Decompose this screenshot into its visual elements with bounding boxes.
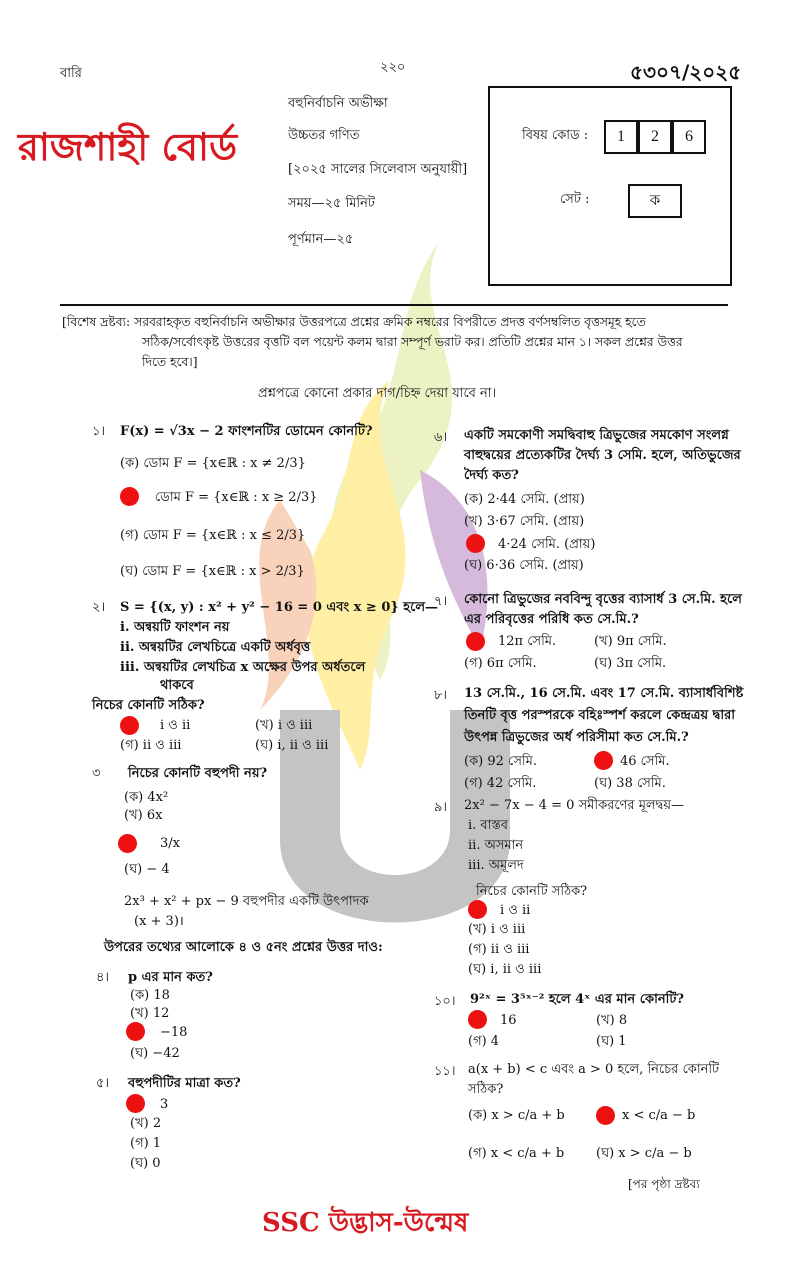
q9-option-a: i ও ii — [500, 903, 531, 918]
q8-option-b: 46 সেমি. — [620, 754, 670, 769]
q6-text-1: একটি সমকোণী সমদ্বিবাহু ত্রিভুজের সমকোণ সংলগ্ন — [464, 428, 729, 443]
q2-statement-iii-cont: থাকবে — [160, 678, 194, 693]
q9-number: ৯। — [434, 800, 448, 815]
header-left-code: বারি — [60, 66, 82, 81]
q10-number: ১০। — [434, 994, 456, 1009]
brand-footer: SSC উদ্ভাস-উন্মেষ — [262, 1208, 469, 1238]
passage-line-2: (x + 3)। — [134, 914, 184, 929]
q7-option-d: (ঘ) 3π সেমি. — [594, 656, 667, 671]
q6-text-3: দৈর্ঘ্য কত? — [464, 468, 519, 483]
q2-number: ২। — [92, 600, 106, 615]
page-number: ২২০ — [380, 60, 406, 75]
q7-text-2: এর পরিবৃত্তের পরিধি কত সে.মি.? — [464, 612, 639, 627]
passage-ask: উপরের তথ্যের আলোকে ৪ ও ৫নং প্রশ্নের উত্তর দাও: — [104, 940, 383, 955]
q7-option-a: 12π সেমি. — [498, 634, 557, 649]
q10-option-a: 16 — [500, 1013, 517, 1028]
q3-option-b: (খ) 6x — [124, 808, 163, 823]
q4-option-b: (খ) 12 — [130, 1006, 170, 1021]
q4-option-a: (ক) 18 — [130, 988, 170, 1003]
q8-option-c: (গ) 42 সেমি. — [464, 776, 537, 791]
q6-option-b: (খ) 3·67 সেমি. (প্রায়) — [464, 514, 585, 529]
q5-option-a: 3 — [160, 1097, 169, 1112]
q2-text: S = {(x, y) : x² + y² − 16 = 0 এবং x ≥ 0} হলে— — [120, 600, 438, 615]
header-divider — [60, 304, 728, 306]
q1-option-a: (ক) ডোম F = {x∈ℝ : x ≠ 2/3} — [120, 456, 306, 471]
paper-code: ৫৩০৭/২০২৫ — [630, 60, 742, 84]
answer-dot — [468, 900, 487, 919]
answer-dot — [466, 534, 485, 553]
answer-dot — [126, 1094, 145, 1113]
q6-number: ৬। — [434, 430, 448, 445]
q6-option-a: (ক) 2·44 সেমি. (প্রায়) — [464, 492, 585, 507]
subject-code-digit-1: 1 — [604, 120, 638, 154]
q9-text: 2x² − 7x − 4 = 0 সমীকরণের মূলদ্বয়— — [464, 798, 684, 813]
subject-code-digit-3: 6 — [672, 120, 706, 154]
q9-statement-ii: ii. অসমান — [468, 838, 524, 853]
q1-option-b: ডোম F = {x∈ℝ : x ≥ 2/3} — [155, 490, 318, 505]
q9-option-b: (খ) i ও iii — [468, 922, 526, 937]
q2-statement-ii: ii. অন্বয়টির লেখচিত্রে একটি অর্ধবৃত্ত — [120, 640, 311, 655]
q3-option-d: (ঘ) − 4 — [124, 862, 170, 877]
q9-statement-i: i. বাস্তব — [468, 818, 509, 833]
q8-text-2: তিনটি বৃত্ত পরস্পরকে বহিঃস্পর্শ করলে কেন্দ্রত্রয় দ্বারা — [464, 708, 736, 723]
instruction-line-3: দিতে হবে।] — [142, 355, 198, 369]
q6-option-c: 4·24 সেমি. (প্রায়) — [498, 537, 596, 552]
q11-option-c: (গ) x < c/a + b — [468, 1146, 565, 1161]
answer-dot — [126, 1022, 145, 1041]
q1-text: F(x) = √3x − 2 ফাংশনটির ডোমেন কোনটি? — [120, 424, 373, 439]
q5-text: বহুপদীটির মাত্রা কত? — [128, 1076, 241, 1091]
q5-number: ৫। — [96, 1076, 110, 1091]
exam-line-1: বহুনির্বাচনি অভীক্ষা — [288, 96, 388, 111]
q10-text: 9²ˣ = 3⁵ˣ⁻² হলে 4ˣ এর মান কোনটি? — [470, 992, 685, 1007]
q7-option-c: (গ) 6π সেমি. — [464, 656, 537, 671]
q10-option-b: (খ) 8 — [596, 1013, 628, 1028]
answer-dot — [118, 834, 137, 853]
q2-option-d: (ঘ) i, ii ও iii — [255, 738, 329, 753]
answer-dot — [596, 1106, 615, 1125]
q5-option-d: (ঘ) 0 — [130, 1156, 161, 1171]
q11-number: ১১। — [434, 1064, 456, 1079]
q3-text: নিচের কোনটি বহুপদী নয়? — [128, 766, 268, 781]
answer-dot — [120, 487, 139, 506]
q10-option-c: (গ) 4 — [468, 1034, 500, 1049]
q11-option-d: (ঘ) x > c/a − b — [596, 1146, 692, 1161]
exam-line-5: পূর্ণমান—২৫ — [288, 232, 354, 247]
q4-number: ৪। — [96, 970, 110, 985]
answer-dot — [594, 751, 613, 770]
q10-option-d: (ঘ) 1 — [596, 1034, 627, 1049]
set-label: সেট : — [560, 192, 590, 207]
q8-option-d: (ঘ) 38 সেমি. — [594, 776, 666, 791]
q2-option-a: i ও ii — [160, 718, 191, 733]
next-page-note: [পর পৃষ্ঠা দ্রষ্টব্য — [628, 1177, 700, 1191]
q3-number: ৩ — [92, 766, 101, 781]
q8-number: ৮। — [434, 688, 448, 703]
q8-option-a: (ক) 92 সেমি. — [464, 754, 537, 769]
answer-dot — [466, 632, 485, 651]
q8-text-1: 13 সে.মি., 16 সে.মি. এবং 17 সে.মি. ব্যাসার্ধবিশিষ্ট — [464, 686, 744, 701]
q11-option-b: x < c/a − b — [622, 1108, 696, 1123]
q9-option-d: (ঘ) i, ii ও iii — [468, 962, 542, 977]
q3-option-c: 3/x — [160, 836, 180, 851]
q4-text: p এর মান কত? — [128, 970, 213, 985]
q2-option-c: (গ) ii ও iii — [120, 738, 182, 753]
exam-line-3: [২০২৫ সালের সিলেবাস অনুযায়ী] — [288, 162, 468, 177]
instruction-line-1: [বিশেষ দ্রষ্টব্য: সরবরাহকৃত বহুনির্বাচনি অভীক্ষার উত্তরপত্রে প্রশ্নের ক্রমিক নম্বরের বিপরীতে প্রদত্ত বর্ণসম্বলিত বৃত্তসমূহ হতে — [62, 315, 646, 329]
q1-number: ১। — [92, 424, 106, 439]
subject-code-digit-2: 2 — [638, 120, 672, 154]
q9-ask: নিচের কোনটি সঠিক? — [476, 884, 588, 899]
q2-option-b: (খ) i ও iii — [255, 718, 313, 733]
q2-statement-i: i. অন্বয়টি ফাংশন নয় — [120, 620, 230, 635]
q11-option-a: (ক) x > c/a + b — [468, 1108, 565, 1123]
answer-dot — [120, 716, 139, 735]
q3-option-a: (ক) 4x² — [124, 790, 169, 805]
q7-option-b: (খ) 9π সেমি. — [594, 634, 667, 649]
q1-option-c: (গ) ডোম F = {x∈ℝ : x ≤ 2/3} — [120, 528, 306, 543]
q6-option-d: (ঘ) 6·36 সেমি. (প্রায়) — [464, 558, 584, 573]
q5-option-c: (গ) 1 — [130, 1136, 162, 1151]
subject-code-label: বিষয় কোড : — [522, 128, 589, 143]
set-value: ক — [628, 184, 682, 218]
q2-statement-iii: iii. অন্বয়টির লেখচিত্র x অক্ষের উপর অর্ধতলে — [120, 660, 366, 675]
q9-option-c: (গ) ii ও iii — [468, 942, 530, 957]
instruction-line-2: সঠিক/সর্বোৎকৃষ্ট উত্তরের বৃত্তটি বল পয়েন্ট কলম দ্বারা সম্পূর্ণ ভরাট কর। প্রতিটি প্রশ্নের মান ১। সকল প্রশ্নের উত্তর — [142, 335, 683, 349]
q11-text-2: সঠিক? — [468, 1082, 504, 1097]
answer-dot — [468, 1010, 487, 1029]
q9-statement-iii: iii. অমূলদ — [468, 858, 524, 873]
q11-text-1: a(x + b) < c এবং a > 0 হলে, নিচের কোনটি — [468, 1062, 720, 1077]
q6-text-2: বাহুদ্বয়ের প্রত্যেকটির দৈর্ঘ্য 3 সেমি. হলে, অতিভুজের — [464, 448, 741, 463]
passage-line-1: 2x³ + x² + px − 9 বহুপদীর একটি উৎপাদক — [124, 894, 369, 909]
exam-line-2: উচ্চতর গণিত — [288, 128, 360, 143]
exam-line-4: সময়—২৫ মিনিট — [288, 196, 375, 211]
board-title: রাজশাহী বোর্ড — [18, 124, 238, 169]
notice: প্রশ্নপত্রে কোনো প্রকার দাগ/চিহ্ন দেয়া যাবে না। — [258, 386, 497, 401]
q7-text-1: কোনো ত্রিভুজের নববিন্দু বৃত্তের ব্যাসার্ধ 3 সে.মি. হলে — [464, 592, 742, 607]
subject-code-box — [488, 86, 732, 286]
q5-option-b: (খ) 2 — [130, 1116, 162, 1131]
q8-text-3: উৎপন্ন ত্রিভুজের অর্ধ পরিসীমা কত সে.মি.? — [464, 730, 689, 745]
q4-option-c: −18 — [160, 1025, 188, 1040]
q4-option-d: (ঘ) −42 — [130, 1046, 180, 1061]
q7-number: ৭। — [434, 594, 448, 609]
q1-option-d: (ঘ) ডোম F = {x∈ℝ : x > 2/3} — [120, 564, 305, 579]
q2-ask: নিচের কোনটি সঠিক? — [92, 698, 205, 713]
